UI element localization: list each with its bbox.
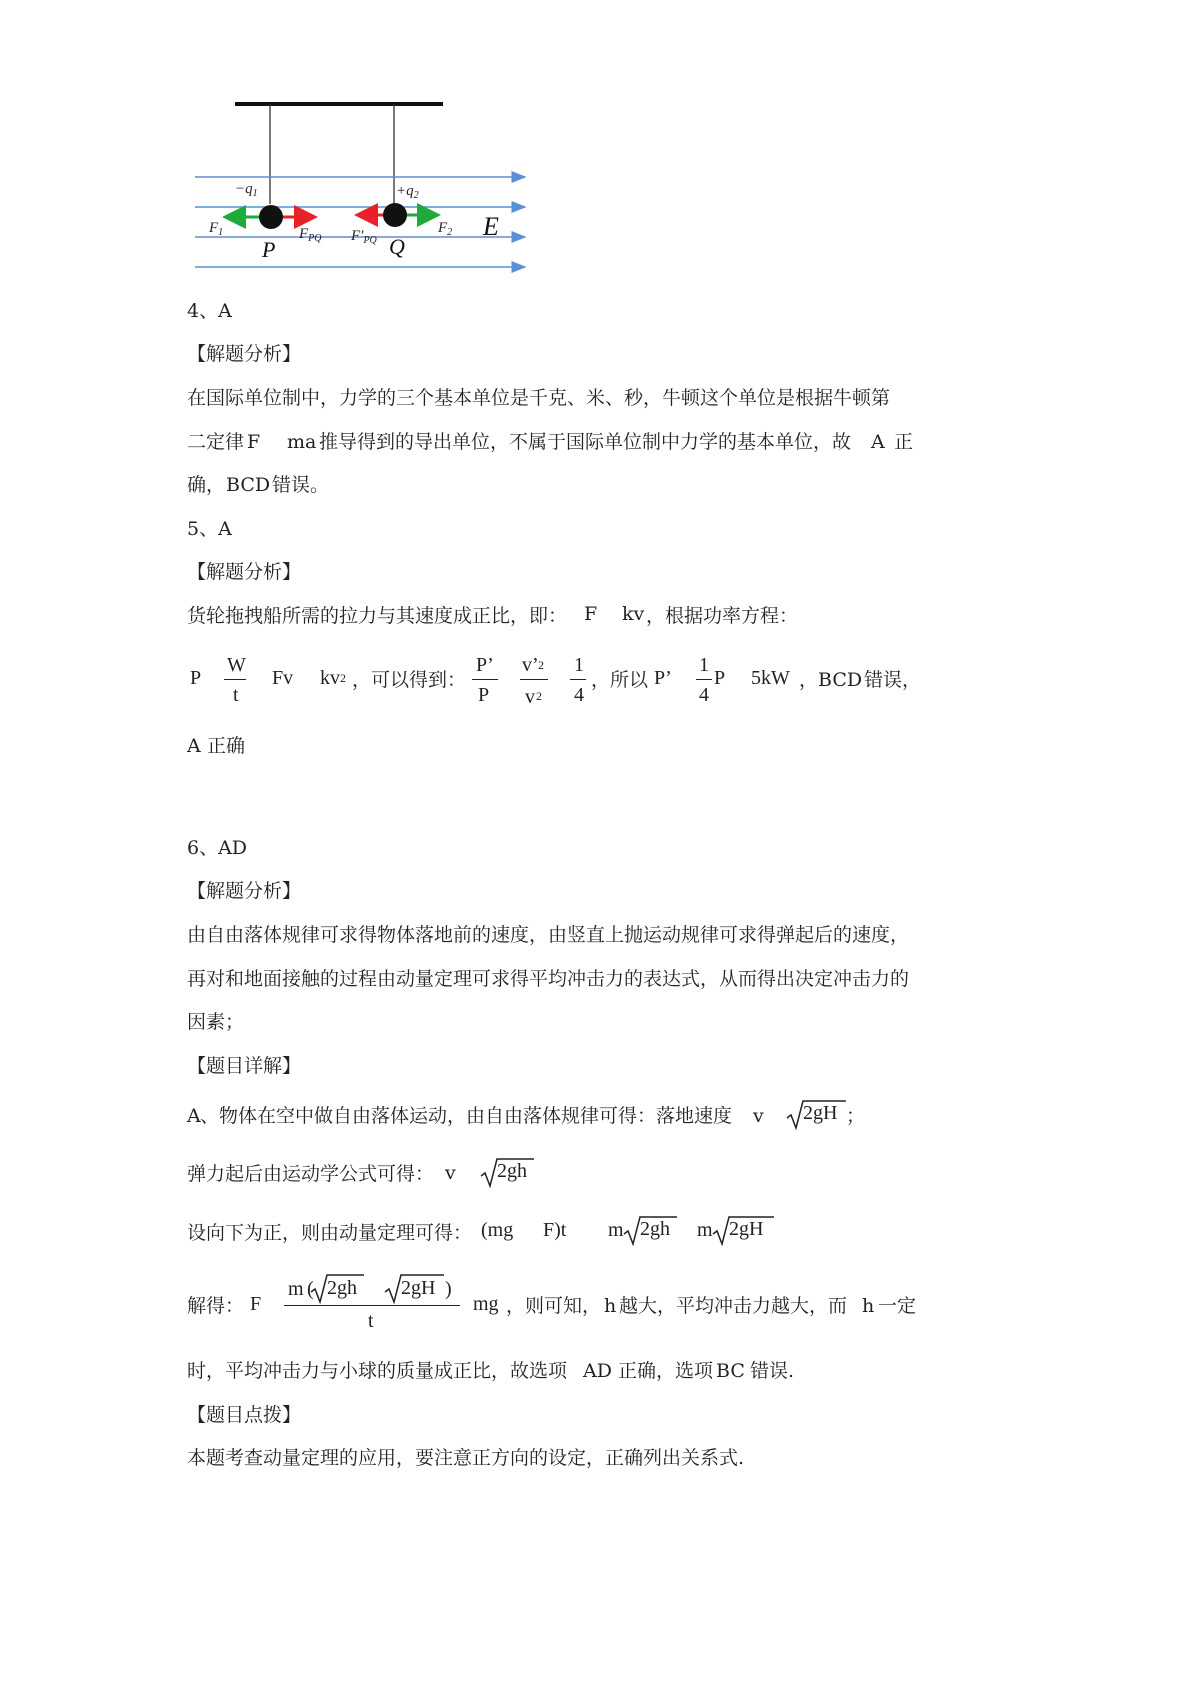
q4-line2c: 正 <box>894 431 914 453</box>
eq-p3: P <box>714 667 726 689</box>
q6-b-2gh: 2gh <box>497 1160 527 1182</box>
q6-b-v: v <box>445 1162 456 1184</box>
eq-text1: ，可以得到： <box>352 669 467 691</box>
q6-d-m: m <box>288 1278 304 1300</box>
force-fpq-prime-label: F′ <box>351 228 364 244</box>
q4-a: A <box>871 431 885 453</box>
label-e: E <box>483 212 499 241</box>
svg-text:+q2: $+q_2$ <box>396 183 419 201</box>
fraction-bar <box>284 1305 460 1306</box>
charge-p-label: −q <box>235 181 253 197</box>
q5-number: 5、A <box>187 518 232 540</box>
q6-e-ad: AD <box>583 1360 612 1382</box>
q4-line2b: 推导得到的导出单位，不属于国际单位制中力学的基本单位，故 <box>319 431 852 453</box>
q6-tip: 本题考查动量定理的应用，要注意正方向的设定，正确列出关系式. <box>187 1447 745 1469</box>
q6-c-r1: 2gh <box>640 1218 670 1240</box>
ball-p <box>259 205 283 229</box>
eq-fv: Fv <box>272 667 294 689</box>
q6-a-2gh: 2gH <box>803 1102 838 1124</box>
q6-c-r2: 2gH <box>729 1218 764 1240</box>
eq-kv2: kv <box>320 667 340 689</box>
q6-a-text: 、物体在空中做自由落体运动，由自由落体规律可得：落地速度 <box>200 1105 733 1127</box>
eq-one2: 1 <box>699 654 709 676</box>
eq-t: t <box>233 684 239 706</box>
eq-bcd: ，BCD <box>799 669 863 691</box>
q6-a-end: ； <box>846 1105 866 1127</box>
q4-heading: 【解题分析】 <box>187 343 302 365</box>
eq-four: 4 <box>574 684 584 706</box>
svg-text:F1: $F_1$ <box>209 220 224 238</box>
q6-b-text: 弹力起后由运动学公式可得： <box>187 1163 435 1185</box>
fraction-bar <box>570 679 586 680</box>
fraction-bar <box>520 679 548 680</box>
q4-line1: 在国际单位制中，力学的三个基本单位是千克、米、秒，牛顿这个单位是根据牛顿第 <box>187 387 891 409</box>
electric-field-diagram <box>195 100 545 289</box>
force-fpq-label: F <box>299 226 309 242</box>
svg-text:F′PQ: $F'_{PQ}$ <box>351 228 377 246</box>
eq-pprime: P’ <box>476 654 494 676</box>
q6-e-text1: 时，平均冲击力与小球的质量成正比，故选项 <box>187 1360 568 1382</box>
q6-d-r1: 2gh <box>327 1277 357 1299</box>
q5-f: F <box>584 603 598 625</box>
charge-q-label: +q <box>396 183 414 199</box>
q6-c-eq2: F)t <box>543 1219 567 1241</box>
q5-line1b: ，根据功率方程： <box>646 605 799 627</box>
q6-d-text4: 一定 <box>878 1295 917 1317</box>
q6-d-h2: h <box>862 1295 875 1317</box>
eq-sup2: 2 <box>538 658 544 672</box>
fraction-bar <box>472 679 498 680</box>
q6-d-text3: 越大，平均冲击力越大，而 <box>619 1295 848 1317</box>
eq-pp: P’ <box>654 667 672 689</box>
label-q: Q <box>389 234 405 259</box>
q6-e-text2: 正确，选项 <box>618 1360 714 1382</box>
q5-kv: kv <box>622 603 645 625</box>
ball-q <box>383 203 407 227</box>
label-p: P <box>262 237 276 262</box>
eq-sup2: 2 <box>536 689 542 703</box>
q4-bcd: BCD <box>226 474 271 496</box>
q4-f: F <box>247 431 261 453</box>
q6-line1: 由自由落体规律可求得物体落地前的速度，由竖直上抛运动规律可求得弹起后的速度， <box>187 924 910 946</box>
force-f1-label: F <box>209 220 219 236</box>
q5-heading: 【解题分析】 <box>187 561 302 583</box>
eq-wrong: 错误， <box>864 669 922 691</box>
q6-d-rparen: ) <box>445 1278 452 1300</box>
q4-line2a: 二定律 <box>187 431 245 453</box>
q5-line3a: A <box>187 735 201 757</box>
eq-vprime2: v’ <box>522 654 539 676</box>
fraction-bar <box>696 679 712 680</box>
q6-d-t: t <box>368 1310 374 1332</box>
svg-text:−q1: $-q_1$ <box>235 181 258 199</box>
q6-line3: 因素； <box>187 1011 245 1033</box>
q6-d-text: 解得： <box>187 1295 245 1317</box>
eq-sup2: 2 <box>340 671 346 685</box>
eq-5kw: 5kW <box>751 667 790 689</box>
eq-four2: 4 <box>699 684 709 706</box>
q6-number: 6、AD <box>187 837 248 859</box>
eq-v2: v <box>525 686 535 708</box>
svg-text:F2: $F_2$ <box>438 220 453 238</box>
q6-d-h: h <box>604 1295 617 1317</box>
q6-heading: 【解题分析】 <box>187 880 302 902</box>
eq-p: P <box>190 667 202 689</box>
eq-text2: ，所以 <box>591 669 649 691</box>
q6-d-mg: mg <box>473 1293 499 1315</box>
q6-c-m1: m <box>608 1219 624 1241</box>
q6-a-label: A <box>187 1105 201 1127</box>
eq-p2: P <box>478 684 490 706</box>
q6-line2: 再对和地面接触的过程由动量定理可求得平均冲击力的表达式，从而得出决定冲击力的 <box>187 968 910 990</box>
q5-line3b: 正确 <box>207 735 246 757</box>
q4-line3b: 错误。 <box>272 474 330 496</box>
q4-line3a: 确， <box>187 474 226 496</box>
q6-heading2: 【题目详解】 <box>187 1055 302 1077</box>
svg-text:FPQ: $F_{PQ}$ <box>299 226 322 244</box>
q6-d-f: F <box>250 1293 262 1315</box>
q6-c-m2: m <box>697 1219 713 1241</box>
eq-one: 1 <box>574 654 584 676</box>
q6-heading3: 【题目点拨】 <box>187 1404 302 1426</box>
q6-d-r2: 2gH <box>401 1277 436 1299</box>
q4-ma: ma <box>287 431 317 453</box>
q6-a-v: v <box>753 1105 764 1127</box>
q6-e-bc: BC <box>716 1360 745 1382</box>
q4-number: 4、A <box>187 300 232 322</box>
q6-d-lparen: ( <box>307 1278 314 1300</box>
q5-line1a: 货轮拖拽船所需的拉力与其速度成正比，即： <box>187 605 568 627</box>
force-f2-label: F <box>438 220 448 236</box>
q6-c-eq1: (mg <box>481 1219 514 1241</box>
q6-d-text2: ，则可知， <box>506 1295 602 1317</box>
eq-w: W <box>227 654 246 676</box>
fraction-bar <box>224 679 246 680</box>
q6-c-text: 设向下为正，则由动量定理可得： <box>187 1222 473 1244</box>
q6-e-text3: 错误. <box>750 1360 795 1382</box>
